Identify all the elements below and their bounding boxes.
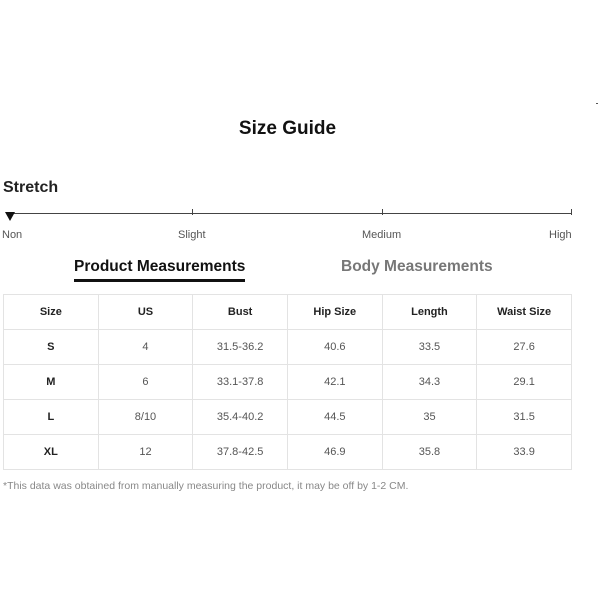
table-cell: 4 <box>98 330 193 365</box>
table-cell: 12 <box>98 435 193 470</box>
stretch-level-high: High <box>549 229 572 241</box>
tab-product-measurements[interactable]: Product Measurements <box>74 258 245 282</box>
table-row <box>4 400 572 435</box>
header-bust: Bust <box>193 295 288 330</box>
stretch-tick-slight <box>192 209 193 215</box>
table-cell: 33.9 <box>477 435 572 470</box>
stretch-level-non: Non <box>2 229 23 241</box>
decorative-dot <box>596 103 598 104</box>
table-cell: 31.5-36.2 <box>193 330 288 365</box>
stretch-level-slight: Slight <box>178 229 206 241</box>
header-length: Length <box>382 295 477 330</box>
table-cell: 33.5 <box>382 330 477 365</box>
table-cell: 34.3 <box>382 365 477 400</box>
stretch-line <box>8 213 572 214</box>
table-cell: 29.1 <box>477 365 572 400</box>
table-row <box>4 330 572 365</box>
table-row <box>4 365 572 400</box>
table-cell: 46.9 <box>287 435 382 470</box>
header-size: Size <box>4 295 99 330</box>
header-hip-size: Hip Size <box>287 295 382 330</box>
stretch-tick-medium <box>382 209 383 215</box>
stretch-pointer-icon <box>5 212 15 221</box>
stretch-label: Stretch <box>3 179 59 196</box>
table-cell: 35.4-40.2 <box>193 400 288 435</box>
table-cell: 27.6 <box>477 330 572 365</box>
table-cell: 44.5 <box>287 400 382 435</box>
table-cell: S <box>4 330 99 365</box>
size-table <box>3 294 572 470</box>
page-title: Size Guide <box>238 118 337 139</box>
table-header-row <box>4 295 572 330</box>
table-cell: 6 <box>98 365 193 400</box>
table-cell: 42.1 <box>287 365 382 400</box>
table-cell: 33.1-37.8 <box>193 365 288 400</box>
table-cell: 31.5 <box>477 400 572 435</box>
measurement-footnote: *This data was obtained from manually measuring the product, it may be off by 1-2 CM. <box>3 480 409 492</box>
header-waist-size: Waist Size <box>477 295 572 330</box>
stretch-level-medium: Medium <box>362 229 402 241</box>
stretch-tick-high <box>571 209 572 215</box>
table-cell: 37.8-42.5 <box>193 435 288 470</box>
table-cell: 8/10 <box>98 400 193 435</box>
tab-body-measurements[interactable]: Body Measurements <box>341 258 493 275</box>
table-cell: 35 <box>382 400 477 435</box>
table-row <box>4 435 572 470</box>
table-cell: L <box>4 400 99 435</box>
table-cell: XL <box>4 435 99 470</box>
header-us: US <box>98 295 193 330</box>
table-cell: M <box>4 365 99 400</box>
table-cell: 35.8 <box>382 435 477 470</box>
table-cell: 40.6 <box>287 330 382 365</box>
stretch-scale <box>2 208 572 244</box>
